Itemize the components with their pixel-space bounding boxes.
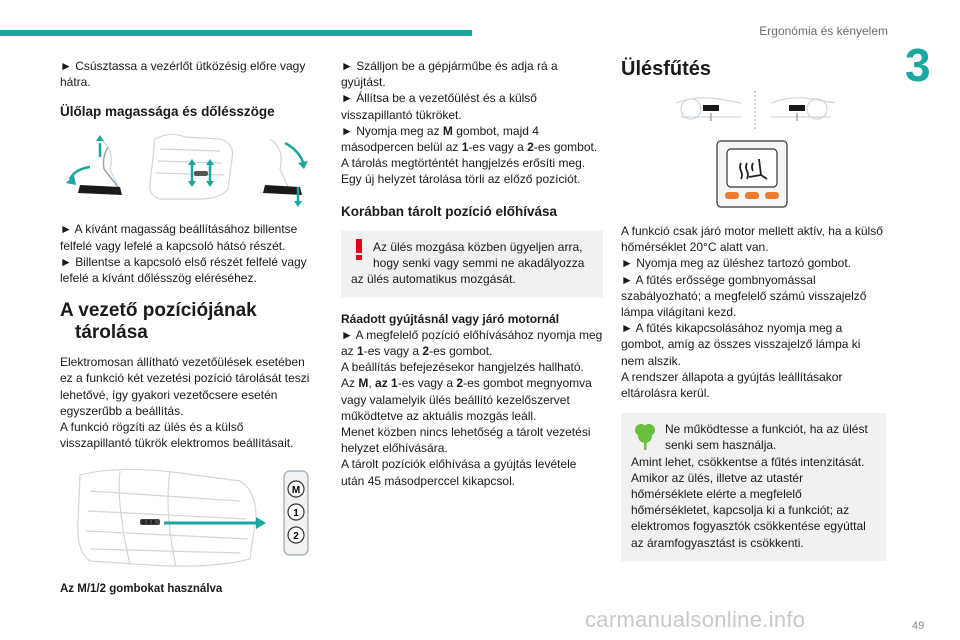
recall-driving-note: Menet közben nincs lehetőség a tárolt vezetési helyzet előhívására. bbox=[341, 425, 591, 456]
section-title-memory bbox=[60, 300, 318, 344]
store-step-3: ► Nyomja meg az M gombot, majd 4 másodpercen belül az 1-es vagy a 2-es gombot. bbox=[341, 123, 598, 155]
left-seat-base bbox=[78, 185, 122, 195]
seat-switch bbox=[194, 171, 208, 176]
store-overwrite-note: Egy új helyzet tárolása törli az előző pozíciót. bbox=[341, 172, 581, 187]
intro-text: ► Csúsztassa a vezérlőt ütközésig előre vagy hátra. bbox=[60, 59, 306, 90]
recall-subtitle: Ráadott gyújtásnál vagy járó motornál bbox=[341, 311, 560, 326]
eco-tip-rest: Amint lehet, csökkentse a fűtés intenzitását. Amikor az ülés, illetve az utastér hőmérséklete elérte a megfelelő hőmérsékletet, kapcsolja ki a funkciót; az elektromos fogyasztók csökkentése egyúttal az áramfogyasztást is csökkenti. bbox=[631, 454, 866, 550]
right-seat-base bbox=[263, 185, 302, 195]
memory-button-2: 2 bbox=[293, 531, 299, 543]
memory-buttons-illustration bbox=[60, 461, 318, 575]
heating-memory-note: A rendszer állapota a gyújtás leállításakor eltárolásra kerül. bbox=[621, 369, 843, 401]
eco-leaf-icon bbox=[633, 421, 657, 451]
seat-heating-button-illustration bbox=[621, 137, 886, 213]
eco-tip-line-2: senki sem használja. bbox=[665, 438, 777, 453]
store-confirmation: A tárolás megtörténtét hangjelzés erősíti meg. bbox=[341, 156, 586, 171]
heating-lamp-2 bbox=[745, 192, 759, 199]
page-number: 49 bbox=[912, 620, 925, 632]
column-2 bbox=[341, 58, 603, 489]
warning-text-line-3: az ülés automatikus mozgását. bbox=[351, 271, 516, 286]
memory-button-m: M bbox=[291, 485, 301, 497]
section-title-seat-height: Ülőlap magassága és dőlésszöge bbox=[60, 104, 275, 120]
top-accent-bar bbox=[0, 30, 472, 36]
memory-description-2: A funkció rögzíti az ülés és a külső visszapillantó tükrök elektromos beállításait. bbox=[60, 420, 294, 451]
heating-condition: A funkció csak járó motor mellett aktív, ha a külső hőmérséklet 20°C alatt van. bbox=[621, 224, 883, 255]
memory-title-line-1: A vezető pozíciójának bbox=[60, 300, 257, 322]
recall-step-1: ► A megfelelő pozíció előhívásához nyomja meg az 1-es vagy a 2-es gombot. bbox=[341, 327, 603, 359]
seat-height-instruction-1: ► A kívánt magasság beállításához billentse felfelé vagy lefelé a kapcsoló hátsó részét. bbox=[60, 222, 298, 253]
section-title-seat-heating: Ülésfűtés bbox=[621, 58, 712, 80]
illustration-caption: Az M/1/2 gombokat használva bbox=[60, 583, 223, 596]
recall-interrupt: Az M, az 1-es vagy a 2-es gombot megnyomva vagy valamelyik ülés beállító kezelőszervet működtetve az aktuális mozgás leáll. bbox=[341, 376, 592, 423]
section-title-recall: Korábban tárolt pozíció előhívása bbox=[341, 203, 558, 219]
warning-icon bbox=[352, 239, 366, 261]
right-tilt-arrow bbox=[285, 143, 304, 165]
heating-step-2: ► A fűtés erőssége gombnyomással szabályozható; a megfelelő számú visszajelző lámpa világítani kezd. bbox=[621, 272, 867, 320]
eco-tip-box bbox=[621, 413, 886, 561]
warning-text-line-1: Az ülés mozgása közben ügyeljen arra, bbox=[373, 239, 583, 254]
warning-text-line-2: hogy senki vagy semmi ne akadályozza bbox=[373, 255, 585, 270]
heating-lamp-1 bbox=[725, 192, 739, 199]
header-title: Ergonómia és kényelem bbox=[759, 24, 888, 38]
dashboard-location-illustration bbox=[621, 91, 886, 131]
heating-step-1: ► Nyomja meg az üléshez tartozó gombot. bbox=[621, 256, 851, 271]
recall-timeout-note: A tárolt pozíciók előhívása a gyújtás levétele után 45 másodperccel kikapcsol. bbox=[341, 457, 577, 488]
right-heating-location bbox=[789, 105, 805, 111]
seat-height-illustration bbox=[60, 129, 318, 209]
chapter-number: 3 bbox=[905, 39, 931, 91]
footer-watermark: carmanualsonline.info bbox=[585, 607, 806, 632]
column-3 bbox=[621, 58, 886, 561]
memory-button-1: 1 bbox=[293, 508, 299, 520]
store-step-1: ► Szálljon be a gépjárműbe és adja rá a gyújtást. bbox=[341, 59, 558, 90]
memory-title-line-2: tárolása bbox=[75, 322, 148, 344]
seat-height-instruction-2: ► Billentse a kapcsoló első részét felfelé vagy lefelé a kívánt dőlésszög eléréséhez. bbox=[60, 254, 307, 286]
heating-lamp-3 bbox=[765, 192, 779, 199]
heating-step-3: ► A fűtés kikapcsolásához nyomja meg a gombot, amíg az összes visszajelző lámpa ki nem alszik. bbox=[621, 321, 861, 368]
store-step-2: ► Állítsa be a vezetőülést és a külső visszapillantó tükröket. bbox=[341, 91, 537, 122]
memory-description: Elektromosan állítható vezetőülések esetében ez a funkció két vezetési pozíció tárolását teszi lehetővé, így gyakori vezetőcsere esetén egyszerűbb a beállítás. bbox=[60, 355, 310, 418]
eco-tip-line-1: Ne működtesse a funkciót, ha az ülést bbox=[665, 422, 868, 437]
left-heating-location bbox=[703, 105, 719, 111]
recall-confirmation: A beállítás befejezésekor hangjelzés hallható. bbox=[341, 360, 584, 375]
warning-box bbox=[341, 231, 603, 297]
column-1 bbox=[60, 58, 318, 595]
